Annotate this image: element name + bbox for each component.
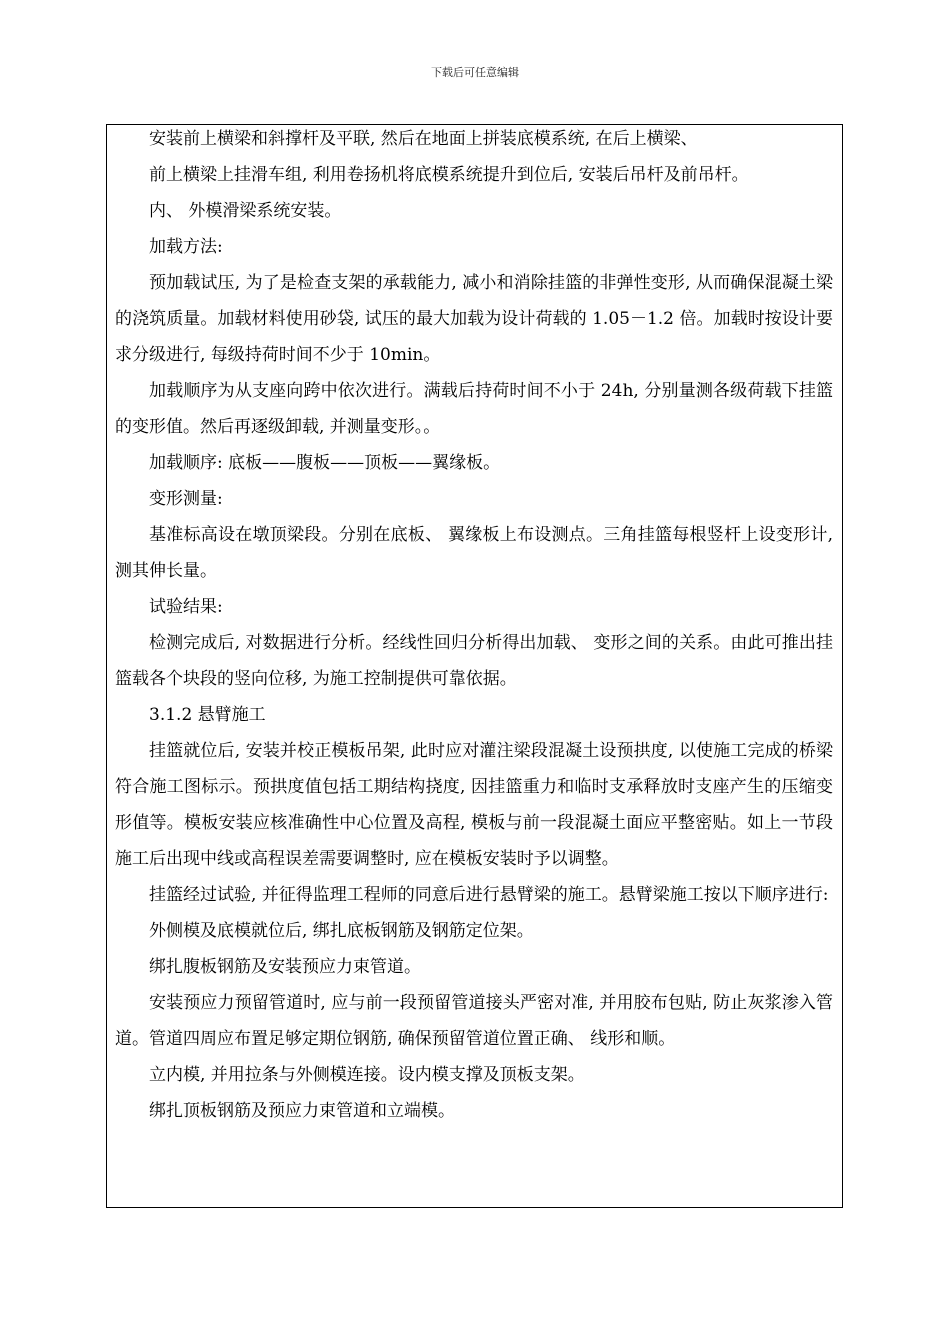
content-box (106, 124, 843, 1208)
paragraph: 挂篮经过试验, 并征得监理工程师的同意后进行悬臂梁的施工。悬臂梁施工按以下顺序进行: (149, 885, 829, 905)
paragraph: 内、 外模滑梁系统安装。 (149, 201, 342, 221)
paragraph: 绑扎顶板钢筋及预应力束管道和立端模。 (149, 1101, 455, 1121)
section-label: 加载方法: (149, 237, 223, 257)
paragraph: 预加载试压, 为了是检查支架的承载能力, 减小和消除挂篮的非弹性变形, 从而确保混凝土梁的浇筑质量。加载材料使用砂袋, 试压的最大加载为设计荷载的 1.05－1.2 倍。加载时按设计要求分级进行, 每级持荷时间不少于 10min。 (115, 273, 833, 365)
section-label: 变形测量: (149, 489, 223, 509)
paragraph: 挂篮就位后, 安装并校正模板吊架, 此时应对灌注梁段混凝土设预拱度, 以使施工完成的桥梁符合施工图标示。预拱度值包括工期结构挠度, 因挂篮重力和临时支承释放时支座产生的压缩变形值等。模板安装应核准确性中心位置及高程, 模板与前一段混凝土面应平整密贴。如上一节段施工后出现中线或高程误差需要调整时, 应在模板安装时予以调整。 (115, 741, 833, 869)
section-heading: 3.1.2 悬臂施工 (149, 705, 266, 725)
paragraph: 加载顺序: 底板——腹板——顶板——翼缘板。 (149, 453, 501, 473)
paragraph: 加载顺序为从支座向跨中依次进行。满载后持荷时间不小于 24h, 分别量测各级荷载下挂篮的变形值。然后再逐级卸载, 并测量变形。。 (115, 381, 833, 437)
paragraph: 检测完成后, 对数据进行分析。经线性回归分析得出加载、 变形之间的关系。由此可推出挂篮载各个块段的竖向位移, 为施工控制提供可靠依据。 (115, 633, 833, 689)
paragraph: 安装前上横梁和斜撑杆及平联, 然后在地面上拼装底模系统, 在后上横梁、 (149, 129, 698, 149)
paragraph: 前上横梁上挂滑车组, 利用卷扬机将底模系统提升到位后, 安装后吊杆及前吊杆。 (149, 165, 749, 185)
paragraph: 安装预应力预留管道时, 应与前一段预留管道接头严密对准, 并用胶布包贴, 防止灰浆渗入管道。管道四周应布置足够定期位钢筋, 确保预留管道位置正确、 线形和顺。 (115, 993, 833, 1049)
page-header: 下载后可任意编辑 (431, 66, 519, 79)
paragraph: 基准标高设在墩顶梁段。分别在底板、 翼缘板上布设测点。三角挂篮每根竖杆上设变形计,测其伸长量。 (115, 525, 833, 581)
paragraph: 外侧模及底模就位后, 绑扎底板钢筋及钢筋定位架。 (149, 921, 534, 941)
paragraph: 绑扎腹板钢筋及安装预应力束管道。 (149, 957, 421, 977)
paragraph: 立内模, 并用拉条与外侧模连接。设内模支撑及顶板支架。 (149, 1065, 585, 1085)
section-label: 试验结果: (149, 597, 223, 617)
